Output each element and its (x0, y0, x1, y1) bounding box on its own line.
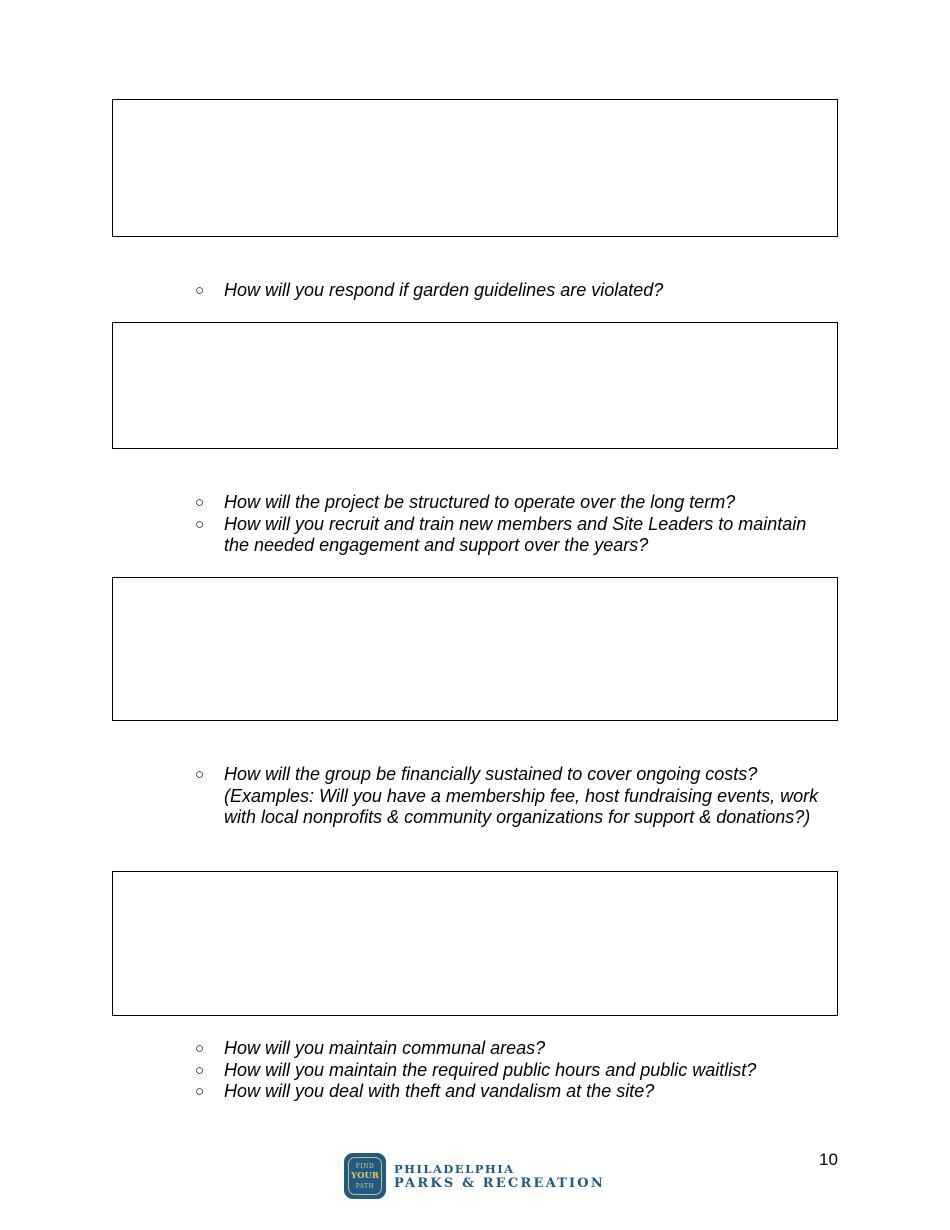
seal-line2: YOUR (351, 1170, 379, 1181)
parks-recreation-logo (344, 1153, 614, 1201)
question-item (195, 1038, 835, 1060)
hollow-circle-bullet-icon: ○ (195, 1083, 205, 1100)
wordmark-line1: PHILADELPHIA (394, 1162, 515, 1176)
wordmark (394, 1162, 605, 1191)
question-text: How will the group be financially sustained to cover ongoing costs? (Examples: Will you have a membership fee, host fundraising events, work with local nonprofits & community organizations for support & donations?) (224, 764, 819, 827)
question-item (195, 280, 835, 302)
find-your-path-seal-icon (344, 1153, 386, 1199)
answer-box-1[interactable] (112, 99, 838, 237)
seal-line1: FIND (355, 1162, 375, 1170)
question-item (195, 764, 835, 829)
question-group-2 (195, 492, 835, 557)
wordmark-line2: PARKS & RECREATION (394, 1176, 605, 1191)
answer-box-3[interactable] (112, 577, 838, 721)
question-item (195, 492, 835, 514)
question-text: How will you recruit and train new members and Site Leaders to maintain the needed engagement and support over the years? (224, 513, 807, 555)
question-group-3 (195, 764, 835, 829)
seal-line3: PATH (355, 1182, 375, 1190)
page-number: 10 (819, 1150, 838, 1169)
hollow-circle-bullet-icon: ○ (195, 515, 205, 533)
question-text: How will you deal with theft and vandalism at the site? (224, 1081, 655, 1101)
question-item (195, 1060, 835, 1082)
answer-box-2[interactable] (112, 322, 838, 449)
hollow-circle-bullet-icon: ○ (195, 1061, 205, 1079)
answer-box-4[interactable] (112, 871, 838, 1016)
hollow-circle-bullet-icon: ○ (195, 494, 205, 511)
question-text: How will you maintain communal areas? (224, 1038, 546, 1058)
question-group-1 (195, 280, 835, 302)
question-item (195, 1081, 835, 1103)
hollow-circle-bullet-icon: ○ (195, 766, 205, 783)
question-text: How will the project be structured to operate over the long term? (224, 492, 736, 512)
question-text: How will you respond if garden guidelines are violated? (224, 280, 664, 300)
question-group-4 (195, 1038, 835, 1103)
hollow-circle-bullet-icon: ○ (195, 1040, 205, 1057)
question-item (195, 514, 835, 557)
question-text: How will you maintain the required public hours and public waitlist? (224, 1059, 757, 1080)
hollow-circle-bullet-icon: ○ (195, 282, 205, 299)
